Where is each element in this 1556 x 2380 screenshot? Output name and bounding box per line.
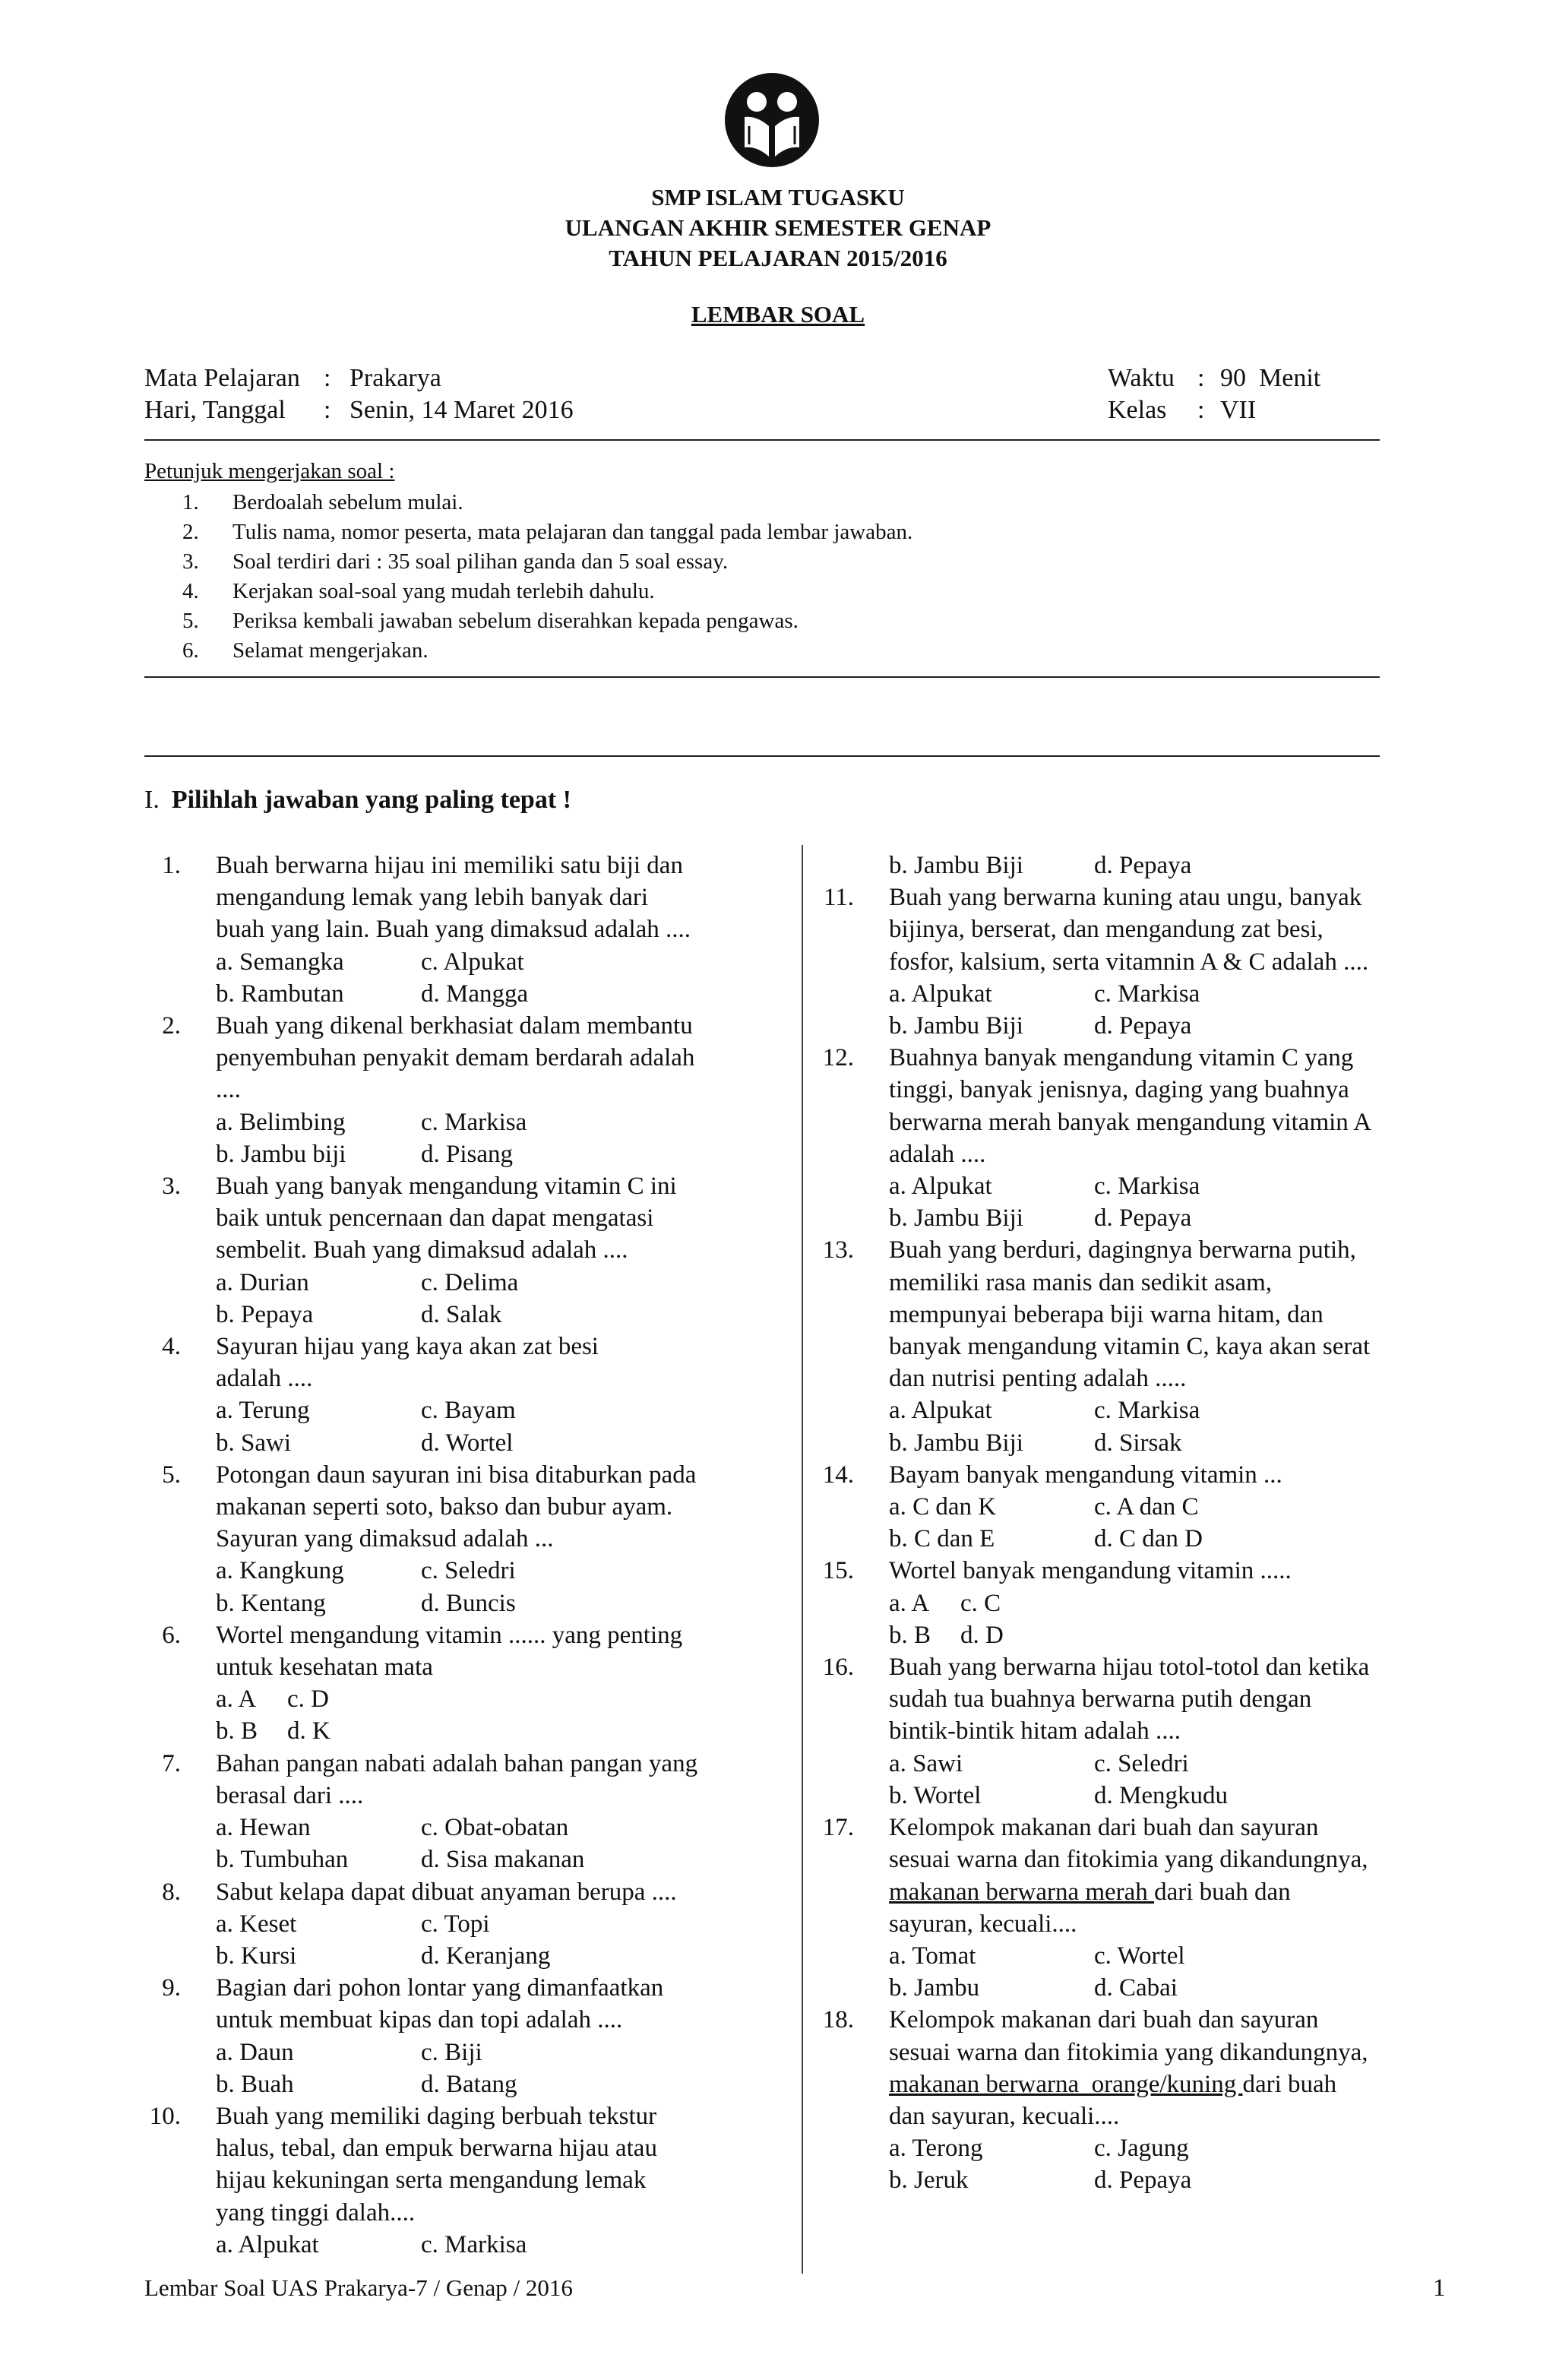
answer-options <box>798 2132 1482 2196</box>
answer-option: b. Tumbuhan <box>216 1846 349 1874</box>
meta-sep: : <box>324 396 331 424</box>
question-line: Buah berwarna hijau ini memiliki satu biji dan <box>216 852 683 879</box>
question-line: penyembuhan penyakit demam berdarah adalah <box>216 1044 695 1072</box>
answer-option: b. Kentang <box>216 1589 326 1617</box>
question-line: berasal dari .... <box>216 1781 364 1809</box>
answer-option: d. Pisang <box>421 1140 514 1168</box>
underlined-phrase: makanan berwarna orange/kuning <box>889 2070 1243 2098</box>
school-name: SMP ISLAM TUGASKU <box>651 184 905 210</box>
question-line: Sayuran hijau yang kaya akan zat besi <box>216 1333 599 1361</box>
answer-option: c. Delima <box>421 1268 519 1296</box>
question-text <box>125 1010 793 1106</box>
question-text <box>125 1876 793 1908</box>
options-row <box>889 1491 1482 1523</box>
question-line: tinggi, banyak jenisnya, daging yang buahnya <box>889 1076 1349 1104</box>
answer-option: b. C dan E <box>889 1525 995 1553</box>
sheet-title: LEMBAR SOAL <box>691 301 865 328</box>
question-line: Bagian dari pohon lontar yang dimanfaatkan <box>216 1974 664 2002</box>
answer-option: b. Jambu Biji <box>889 852 1023 879</box>
question-line: Sabut kelapa dapat dibuat anyaman berupa .... <box>216 1878 677 1906</box>
meta-sep: : <box>1197 396 1205 424</box>
answer-option: d. Sisa makanan <box>421 1846 585 1874</box>
answer-options <box>798 850 1482 881</box>
question-text <box>125 1331 793 1394</box>
answer-option: a. Terung <box>216 1397 310 1425</box>
question-text <box>798 881 1482 978</box>
options-row <box>216 1138 793 1170</box>
question-line: yang tinggi dalah.... <box>216 2198 416 2227</box>
answer-options <box>798 1748 1482 1812</box>
question-text <box>125 1972 793 2036</box>
question-item <box>798 1234 1482 1458</box>
answer-option: b. Wortel <box>889 1781 982 1809</box>
answer-option: d. Salak <box>421 1300 502 1328</box>
options-row <box>216 1106 793 1138</box>
class-label: Kelas <box>1108 396 1167 424</box>
question-line: sesuai warna dan fitokimia yang dikandungnya, <box>889 1846 1368 1874</box>
question-line: sudah tua buahnya berwarna putih dengan <box>889 1685 1312 1714</box>
answer-option: b. Jambu biji <box>216 1140 346 1168</box>
question-line: Buah yang memiliki daging berbuah tekstur <box>216 2102 657 2130</box>
question-line: bijinya, berserat, dan mengandung zat besi, <box>889 916 1324 944</box>
question-number: 15. <box>822 1557 854 1585</box>
question-number: 4. <box>162 1333 181 1361</box>
instruction-item: 4. Kerjakan soal-soal yang mudah terlebih dahulu. <box>182 579 655 603</box>
options-row <box>216 2037 793 2068</box>
question-line: Kelompok makanan dari buah dan sayuran <box>889 2006 1319 2034</box>
answer-option: b. Pepaya <box>216 1300 314 1328</box>
answer-option: b. Jambu Biji <box>889 1429 1023 1457</box>
question-line: adalah .... <box>216 1365 313 1393</box>
school-logo <box>723 71 821 169</box>
question-line: memiliki rasa manis dan sedikit asam, <box>889 1268 1273 1296</box>
question-number: 12. <box>822 1044 854 1072</box>
question-number: 9. <box>162 1974 181 2002</box>
divider <box>144 676 1380 678</box>
answer-option: d. Buncis <box>421 1589 516 1617</box>
question-item <box>798 1812 1482 2004</box>
question-line: halus, tebal, dan empuk berwarna hijau atau <box>216 2135 657 2163</box>
question-line: berwarna merah banyak mengandung vitamin A <box>889 1108 1372 1136</box>
section-number: I. <box>144 786 160 814</box>
question-text <box>798 2004 1482 2132</box>
options-row <box>889 1523 1482 1555</box>
answer-option: a. Kangkung <box>216 1557 344 1585</box>
options-row <box>889 1619 1482 1651</box>
answer-option: a. Belimbing <box>216 1108 346 1136</box>
answer-options <box>798 1394 1482 1458</box>
question-line-rest: dari buah <box>1242 2070 1337 2098</box>
question-line: Buah yang berwarna kuning atau ungu, banyak <box>889 884 1362 912</box>
question-line: Buah yang berwarna hijau totol-totol dan ketika <box>889 1654 1370 1682</box>
options-row <box>216 1683 793 1715</box>
options-row <box>889 1587 1482 1619</box>
options-row <box>889 1780 1482 1812</box>
answer-options <box>798 1170 1482 1234</box>
question-text <box>798 1555 1482 1587</box>
answer-option: a. Durian <box>216 1268 309 1296</box>
answer-options <box>798 1491 1482 1555</box>
question-line: mengandung lemak yang lebih banyak dari <box>216 884 649 912</box>
options-row <box>216 1908 793 1940</box>
answer-option: c. A dan C <box>1094 1493 1199 1521</box>
answer-option: c. Jagung <box>1094 2135 1189 2163</box>
question-line: Buah yang berduri, dagingnya berwarna putih, <box>889 1236 1356 1264</box>
subject-value: Prakarya <box>349 364 441 392</box>
question-line <box>889 2068 1482 2100</box>
answer-options <box>125 1267 793 1331</box>
options-row <box>889 1394 1482 1426</box>
options-row <box>889 1010 1482 1042</box>
question-item <box>798 1651 1482 1812</box>
answer-option: d. Mangga <box>421 980 529 1008</box>
answer-option: c. Bayam <box>421 1397 516 1425</box>
exam-meta <box>0 362 1556 430</box>
answer-option: d. Pepaya <box>1094 1012 1192 1040</box>
answer-option: c. Seledri <box>421 1557 516 1585</box>
question-number: 5. <box>162 1461 181 1489</box>
answer-option: c. Biji <box>421 2038 482 2066</box>
options-row <box>216 1812 793 1844</box>
section-title: Pilihlah jawaban yang paling tepat ! <box>171 786 571 814</box>
question-item <box>798 1555 1482 1651</box>
question-number: 13. <box>822 1236 854 1264</box>
question-item <box>125 1876 793 1973</box>
date-value: Senin, 14 Maret 2016 <box>349 396 574 424</box>
question-text <box>125 1170 793 1267</box>
question-number: 3. <box>162 1173 181 1201</box>
options-row <box>216 978 793 1010</box>
question-line: Potongan daun sayuran ini bisa ditaburkan pada <box>216 1461 697 1489</box>
answer-option: c. Obat-obatan <box>421 1814 569 1842</box>
instructions-list <box>144 488 912 666</box>
question-line: hijau kekuningan serta mengandung lemak <box>216 2166 647 2195</box>
answer-option: a. A <box>889 1589 930 1617</box>
question-text <box>125 1619 793 1683</box>
answer-option: b. Kursi <box>216 1942 297 1970</box>
options-row <box>216 1844 793 1875</box>
question-text <box>125 1748 793 1812</box>
answer-option: a. Alpukat <box>889 1173 992 1201</box>
options-row <box>216 946 793 978</box>
footer-text: Lembar Soal UAS Prakarya-7 / Genap / 2016 <box>144 2274 573 2301</box>
answer-option: d. D <box>960 1621 1004 1649</box>
options-row <box>216 1555 793 1587</box>
question-text <box>798 1812 1482 1940</box>
answer-option: c. Markisa <box>421 1108 527 1136</box>
question-item <box>125 1170 793 1331</box>
answer-options <box>125 1683 793 1747</box>
section-heading <box>144 786 571 815</box>
question-item <box>125 2100 793 2261</box>
divider <box>144 755 1380 757</box>
options-row <box>889 1427 1482 1459</box>
question-item <box>125 1619 793 1748</box>
question-text <box>125 850 793 946</box>
question-line: dan sayuran, kecuali.... <box>889 2102 1120 2130</box>
question-number: 8. <box>162 1878 181 1906</box>
question-item <box>798 1459 1482 1556</box>
exam-header <box>0 182 1556 274</box>
question-line: banyak mengandung vitamin C, kaya akan serat <box>889 1333 1371 1361</box>
question-text <box>798 1459 1482 1491</box>
question-item <box>125 1972 793 2100</box>
question-line: Buah yang banyak mengandung vitamin C ini <box>216 1173 677 1201</box>
answer-option: a. Keset <box>216 1910 297 1938</box>
question-number: 2. <box>162 1012 181 1040</box>
question-line: fosfor, kalsium, serta vitamnin A & C adalah .... <box>889 948 1369 976</box>
answer-option: d. Wortel <box>421 1429 514 1457</box>
answer-option: d. Pepaya <box>1094 1204 1192 1233</box>
instructions-title: Petunjuk mengerjakan soal : <box>144 459 395 483</box>
options-row <box>216 1267 793 1299</box>
answer-option: a. A <box>216 1685 257 1714</box>
answer-option: d. Batang <box>421 2070 517 2098</box>
class-value: VII <box>1220 396 1257 424</box>
question-line: Sayuran yang dimaksud adalah ... <box>216 1525 554 1553</box>
question-line: Buahnya banyak mengandung vitamin C yang <box>889 1044 1354 1072</box>
exam-name: ULANGAN AKHIR SEMESTER GENAP <box>565 214 991 241</box>
answer-option: d. Sirsak <box>1094 1429 1182 1457</box>
options-row <box>216 1299 793 1331</box>
options-row <box>889 1972 1482 2004</box>
answer-option: d. Pepaya <box>1094 2166 1192 2195</box>
question-text <box>798 1042 1482 1170</box>
answer-option: a. Terong <box>889 2135 983 2163</box>
answer-option: d. Cabai <box>1094 1974 1178 2002</box>
answer-option: d. K <box>287 1717 330 1745</box>
answer-options <box>125 1812 793 1875</box>
options-row <box>889 1202 1482 1234</box>
answer-options <box>798 1940 1482 2004</box>
question-line: Bahan pangan nabati adalah bahan pangan yang <box>216 1749 698 1777</box>
options-row <box>889 1940 1482 1972</box>
question-line: adalah .... <box>889 1140 986 1168</box>
options-row <box>889 1170 1482 1202</box>
subject-label: Mata Pelajaran <box>144 364 300 392</box>
answer-options <box>125 946 793 1010</box>
question-text <box>798 1651 1482 1748</box>
question-number: 1. <box>162 852 181 879</box>
answer-option: c. C <box>960 1589 1001 1617</box>
answer-option: c. Markisa <box>1094 1397 1200 1425</box>
answer-option: a. Alpukat <box>216 2230 319 2258</box>
question-column-left <box>125 850 793 2261</box>
answer-option: b. B <box>216 1717 258 1745</box>
options-row <box>216 1394 793 1426</box>
answer-option: d. Pepaya <box>1094 852 1192 879</box>
answer-option: b. Sawi <box>216 1429 291 1457</box>
options-row <box>889 978 1482 1010</box>
question-line: .... <box>216 1076 241 1104</box>
question-item <box>125 1331 793 1459</box>
answer-options <box>125 1106 793 1170</box>
answer-option: a. Daun <box>216 2038 294 2066</box>
question-line: sembelit. Buah yang dimaksud adalah .... <box>216 1236 628 1264</box>
answer-option: a. Alpukat <box>889 1397 992 1425</box>
answer-option: d. Mengkudu <box>1094 1781 1228 1809</box>
question-line: bintik-bintik hitam adalah .... <box>889 1717 1181 1745</box>
answer-option: c. Wortel <box>1094 1942 1185 1970</box>
divider <box>144 439 1380 441</box>
answer-option: b. Jambu Biji <box>889 1204 1023 1233</box>
question-line: makanan seperti soto, bakso dan bubur ayam. <box>216 1493 673 1521</box>
question-item <box>125 1459 793 1619</box>
options-row <box>216 1587 793 1619</box>
academic-year: TAHUN PELAJARAN 2015/2016 <box>609 245 947 271</box>
instruction-item: 3. Soal terdiri dari : 35 soal pilihan ganda dan 5 soal essay. <box>182 549 729 574</box>
options-row <box>889 2164 1482 2196</box>
question-item <box>125 1748 793 1876</box>
answer-options <box>125 1908 793 1972</box>
answer-option: a. Hewan <box>216 1814 311 1842</box>
question-line: Wortel banyak mengandung vitamin ..... <box>889 1557 1292 1585</box>
answer-option: c. Seledri <box>1094 1749 1189 1777</box>
options-row <box>216 1940 793 1972</box>
question-column-right <box>798 850 1482 2197</box>
instruction-item: 6. Selamat mengerjakan. <box>182 638 429 663</box>
question-number: 10. <box>149 2102 181 2130</box>
question-text <box>798 1234 1482 1394</box>
answer-option: b. Jambu Biji <box>889 1012 1023 1040</box>
answer-option: b. B <box>889 1621 931 1649</box>
instruction-item: 5. Periksa kembali jawaban sebelum diserahkan kepada pengawas. <box>182 609 799 633</box>
question-line <box>889 1876 1482 1908</box>
question-line: Kelompok makanan dari buah dan sayuran <box>889 1814 1319 1842</box>
options-row <box>216 1715 793 1747</box>
question-line: Bayam banyak mengandung vitamin ... <box>889 1461 1282 1489</box>
underlined-phrase: makanan berwarna merah <box>889 1878 1155 1906</box>
answer-options <box>798 978 1482 1042</box>
question-line: baik untuk pencernaan dan dapat mengatasi <box>216 1204 654 1233</box>
question-item <box>798 2004 1482 2196</box>
answer-option: b. Jambu <box>889 1974 980 2002</box>
question-line: sayuran, kecuali.... <box>889 1910 1077 1938</box>
answer-option: d. C dan D <box>1094 1525 1203 1553</box>
question-line: untuk kesehatan mata <box>216 1654 433 1682</box>
answer-option: a. Sawi <box>889 1749 963 1777</box>
question-number: 18. <box>822 2006 854 2034</box>
answer-option: c. Markisa <box>1094 1173 1200 1201</box>
answer-options <box>798 1587 1482 1651</box>
time-label: Waktu <box>1108 364 1175 392</box>
question-item <box>125 1010 793 1170</box>
question-line: buah yang lain. Buah yang dimaksud adalah .... <box>216 916 691 944</box>
answer-option: a. Alpukat <box>889 980 992 1008</box>
options-row <box>216 2229 793 2261</box>
instruction-item: 1. Berdoalah sebelum mulai. <box>182 490 463 514</box>
meta-sep: : <box>324 364 331 392</box>
page-number: 1 <box>1433 2274 1446 2302</box>
answer-options <box>125 2037 793 2100</box>
question-number: 6. <box>162 1621 181 1649</box>
question-item <box>798 1042 1482 1234</box>
question-number: 7. <box>162 1749 181 1777</box>
answer-option: b. Buah <box>216 2070 294 2098</box>
answer-option: a. C dan K <box>889 1493 997 1521</box>
question-line-rest: dari buah dan <box>1154 1878 1291 1906</box>
question-line: sesuai warna dan fitokimia yang dikandungnya, <box>889 2038 1368 2066</box>
question-line: Buah yang dikenal berkhasiat dalam membantu <box>216 1012 693 1040</box>
options-row <box>216 1427 793 1459</box>
answer-option: c. D <box>287 1685 329 1714</box>
options-row <box>216 2068 793 2100</box>
answer-options <box>125 1555 793 1619</box>
question-text <box>125 2100 793 2229</box>
instruction-item: 2. Tulis nama, nomor peserta, mata pelajaran dan tanggal pada lembar jawaban. <box>182 520 913 544</box>
question-line: untuk membuat kipas dan topi adalah .... <box>216 2006 623 2034</box>
answer-option: b. Rambutan <box>216 980 344 1008</box>
answer-option: a. Semangka <box>216 948 344 976</box>
question-text <box>125 1459 793 1556</box>
date-label: Hari, Tanggal <box>144 396 286 424</box>
question-number: 11. <box>823 884 854 912</box>
question-item <box>125 850 793 1010</box>
question-number: 14. <box>822 1461 854 1489</box>
question-line: mempunyai beberapa biji warna hitam, dan <box>889 1300 1324 1328</box>
answer-options <box>125 2229 793 2261</box>
question-line: dan nutrisi penting adalah ..... <box>889 1365 1187 1393</box>
options-row <box>889 1748 1482 1780</box>
question-item <box>798 881 1482 1042</box>
time-value: 90 Menit <box>1220 364 1321 392</box>
meta-sep: : <box>1197 364 1205 392</box>
question-number: 17. <box>822 1814 854 1842</box>
question-line: Wortel mengandung vitamin ...... yang penting <box>216 1621 683 1649</box>
answer-option: c. Alpukat <box>421 948 524 976</box>
answer-option: d. Keranjang <box>421 1942 551 1970</box>
options-row <box>889 850 1482 881</box>
options-row <box>889 2132 1482 2164</box>
answer-option: c. Topi <box>421 1910 490 1938</box>
answer-option: a. Tomat <box>889 1942 976 1970</box>
answer-option: b. Jeruk <box>889 2166 969 2195</box>
answer-options <box>125 1394 793 1458</box>
answer-option: c. Markisa <box>1094 980 1200 1008</box>
answer-option: c. Markisa <box>421 2230 527 2258</box>
question-number: 16. <box>822 1654 854 1682</box>
